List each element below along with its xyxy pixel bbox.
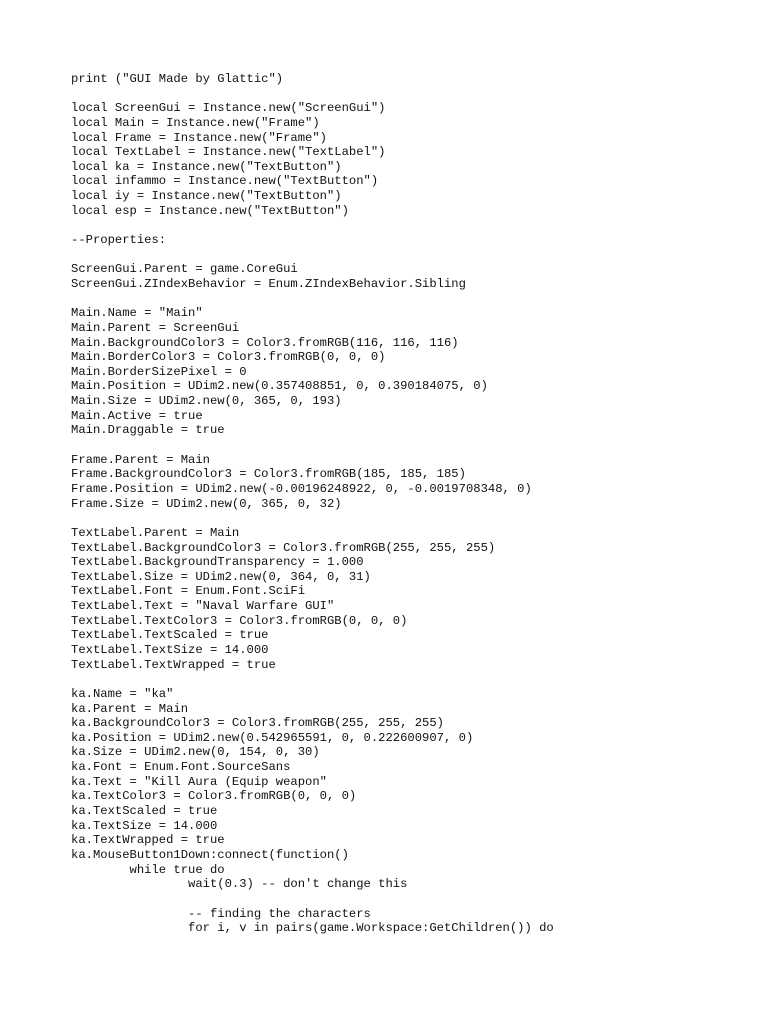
code-line: ka.Position = UDim2.new(0.542965591, 0, 0.222600907, 0) xyxy=(71,730,474,745)
code-line xyxy=(71,672,751,687)
code-line: ka.TextWrapped = true xyxy=(71,833,225,848)
code-line: ka.BackgroundColor3 = Color3.fromRGB(255, 255, 255) xyxy=(71,716,444,731)
code-line: local ScreenGui = Instance.new("ScreenGui") xyxy=(71,101,386,116)
code-line: TextLabel.TextSize = 14.000 xyxy=(71,642,269,657)
code-line: Main.BorderColor3 = Color3.fromRGB(0, 0, 0) xyxy=(71,350,386,365)
code-line xyxy=(71,438,751,453)
code-line: --Properties: xyxy=(71,233,167,248)
code-line: Main.Size = UDim2.new(0, 365, 0, 193) xyxy=(71,394,342,409)
code-line: ka.Font = Enum.Font.SourceSans xyxy=(71,760,291,775)
code-line xyxy=(71,292,751,307)
code-line: Main.Position = UDim2.new(0.357408851, 0, 0.390184075, 0) xyxy=(71,379,488,394)
code-line: local esp = Instance.new("TextButton") xyxy=(71,203,349,218)
code-line: Frame.Parent = Main xyxy=(71,452,210,467)
code-line: ka.TextScaled = true xyxy=(71,804,218,819)
code-line: Main.Parent = ScreenGui xyxy=(71,320,240,335)
code-line: ka.TextColor3 = Color3.fromRGB(0, 0, 0) xyxy=(71,789,357,804)
code-line: TextLabel.Parent = Main xyxy=(71,525,240,540)
code-line xyxy=(71,511,751,526)
code-line xyxy=(71,87,751,102)
code-line xyxy=(71,218,751,233)
code-line: local Main = Instance.new("Frame") xyxy=(71,115,320,130)
code-line: local Frame = Instance.new("Frame") xyxy=(71,130,327,145)
code-line: ka.TextSize = 14.000 xyxy=(71,818,218,833)
code-line xyxy=(71,248,751,263)
code-line: ka.Parent = Main xyxy=(71,701,189,716)
code-line: TextLabel.TextScaled = true xyxy=(71,628,269,643)
code-line: Main.BorderSizePixel = 0 xyxy=(71,364,247,379)
code-line: Frame.BackgroundColor3 = Color3.fromRGB(185, 185, 185) xyxy=(71,467,466,482)
code-line: wait(0.3) -- don't change this xyxy=(71,877,408,892)
code-line: ka.Name = "ka" xyxy=(71,686,174,701)
code-line: print ("GUI Made by Glattic") xyxy=(71,72,284,86)
code-line: for i, v in pairs(game.Workspace:GetChildren()) do xyxy=(71,921,554,936)
code-line: TextLabel.Font = Enum.Font.SciFi xyxy=(71,584,306,599)
code-block xyxy=(71,72,751,936)
code-line: local ka = Instance.new("TextButton") xyxy=(71,159,342,174)
code-line: Main.BackgroundColor3 = Color3.fromRGB(116, 116, 116) xyxy=(71,335,459,350)
code-line: ka.Size = UDim2.new(0, 154, 0, 30) xyxy=(71,745,320,760)
code-line: TextLabel.TextWrapped = true xyxy=(71,657,276,672)
code-line: TextLabel.BackgroundColor3 = Color3.fromRGB(255, 255, 255) xyxy=(71,540,496,555)
code-line: ka.Text = "Kill Aura (Equip weapon" xyxy=(71,774,327,789)
code-line: Main.Name = "Main" xyxy=(71,306,203,321)
code-line: while true do xyxy=(71,862,225,877)
code-line: TextLabel.Text = "Naval Warfare GUI" xyxy=(71,599,335,614)
code-line: TextLabel.TextColor3 = Color3.fromRGB(0, 0, 0) xyxy=(71,613,408,628)
code-line: local TextLabel = Instance.new("TextLabel") xyxy=(71,145,386,160)
code-line: Frame.Size = UDim2.new(0, 365, 0, 32) xyxy=(71,496,342,511)
code-line: TextLabel.BackgroundTransparency = 1.000 xyxy=(71,555,364,570)
code-line: ScreenGui.ZIndexBehavior = Enum.ZIndexBehavior.Sibling xyxy=(71,276,466,291)
code-line: -- finding the characters xyxy=(71,906,371,921)
code-line: ScreenGui.Parent = game.CoreGui xyxy=(71,262,298,277)
code-line xyxy=(71,892,751,907)
code-line: local infammo = Instance.new("TextButton") xyxy=(71,174,379,189)
code-line: TextLabel.Size = UDim2.new(0, 364, 0, 31) xyxy=(71,569,371,584)
code-line: Main.Draggable = true xyxy=(71,423,225,438)
code-line: ka.MouseButton1Down:connect(function() xyxy=(71,847,349,862)
code-line: Main.Active = true xyxy=(71,408,203,423)
code-line: local iy = Instance.new("TextButton") xyxy=(71,189,342,204)
code-line: Frame.Position = UDim2.new(-0.00196248922, 0, -0.0019708348, 0) xyxy=(71,481,532,496)
